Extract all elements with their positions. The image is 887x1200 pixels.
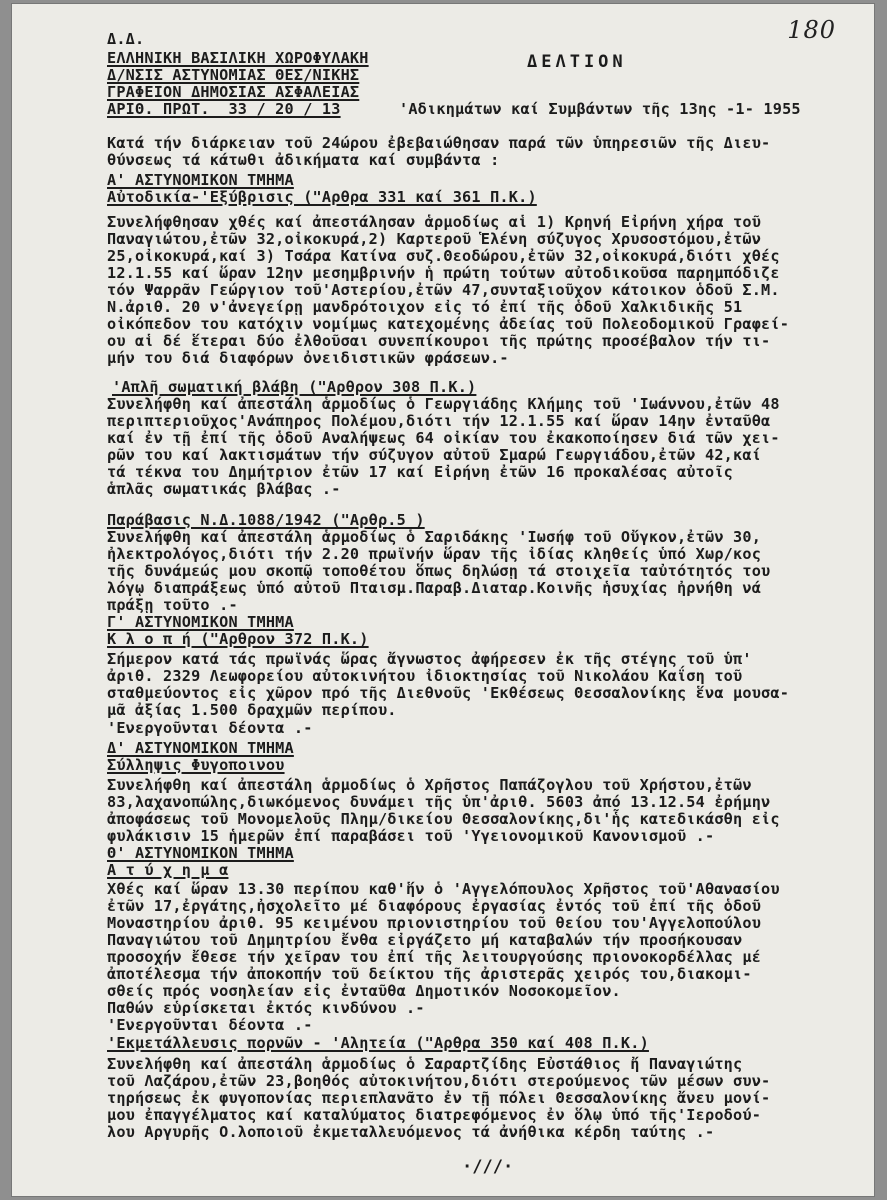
section-heading: Θ' ΑΣΤΥΝΟΜΙΚΟΝ ΤΜΗΜΑ bbox=[107, 844, 294, 862]
offence-heading: Σύλληψις Φυγοποινου bbox=[107, 756, 285, 774]
body-line: Χθές καί ὥραν 13.30 περίπου καθ'ἥν ὁ 'Αγγελόπουλος Χρῆστος τοῦ'Αθανασίου bbox=[107, 880, 780, 898]
document-title: ΔΕΛΤΙΟΝ bbox=[527, 52, 627, 72]
body-line: ἀποτέλεσμα τήν ἀποκοπήν τοῦ δείκτου τῆς ἀριστερᾶς χειρός του,διακομι- bbox=[107, 965, 752, 983]
body-line: ρῶν του καί λακτισμάτων τήν σύζυγον αὐτοῦ Σμαρώ Γεωργιάδου,ἐτῶν 42,καί bbox=[107, 446, 762, 464]
header-dd: Δ.Δ. bbox=[107, 30, 145, 48]
header-office: ΓΡΑΦΕΙΟΝ ΔΗΜΟΣΙΑΣ ΑΣΦΑΛΕΙΑΣ bbox=[107, 83, 360, 101]
body-line: τῆς δυνάμεώς μου σκοπῷ τοποθέτου ὅπως δηλώσῃ τά στοιχεῖα ταὐτότητός του bbox=[107, 562, 771, 580]
body-line: μήν του διά διαφόρων ὀνειδιστικῶν φράσεων.- bbox=[107, 349, 509, 367]
section-heading: Α' ΑΣΤΥΝΟΜΙΚΟΝ ΤΜΗΜΑ bbox=[107, 171, 294, 189]
body-line: 12.1.55 καί ὥραν 12ην μεσημβρινήν ἡ πρώτη τούτων αὐτοδικοῦσα παρημπόδιζε bbox=[107, 264, 780, 282]
body-line: λόγῳ διαπράξεως ὑπό αὐτοῦ Πταισμ.Παραβ.Διαταρ.Κοινῆς ἡσυχίας ἠρνήθη νά bbox=[107, 579, 762, 597]
body-line: ἠλεκτρολόγος,διότι τήν 2.20 πρωϊνήν ὥραν τῆς ἰδίας κληθείς ὑπό Χωρ/κος bbox=[107, 545, 762, 563]
body-line: φυλάκισιν 15 ἡμερῶν ἐπί παραβάσει τοῦ 'Υγειονομικοῦ Κανονισμοῦ .- bbox=[107, 827, 715, 845]
page-footer-mark: ·///· bbox=[462, 1157, 514, 1177]
body-line: Συνελήφθη καί ἀπεστάλη ἁρμοδίως ὁ Γεωργιάδης Κλήμης τοῦ 'Ιωάννου,ἐτῶν 48 bbox=[107, 395, 780, 413]
section-heading: Γ' ΑΣΤΥΝΟΜΙΚΟΝ ΤΜΗΜΑ bbox=[107, 613, 294, 631]
body-line: προσοχήν ἔθεσε τήν χεῖραν του ἐπί τῆς λειτουργούσης πριονοκορδέλλας μέ bbox=[107, 948, 762, 966]
body-line: περιπτεριοῦχος'Ανάπηρος Πολέμου,διότι τήν 12.1.55 καί ὥραν 14ην ἐνταῦθα bbox=[107, 412, 771, 430]
offence-heading: Αὐτοδικία-'Εξύβρισις ("Αρθρα 331 καί 361 Π.Κ.) bbox=[107, 188, 537, 206]
body-line: οἰκόπεδον του κατόχιν νομίμως κατεχομένης ἀδείας τοῦ Πολεοδομικοῦ Γραφεί- bbox=[107, 315, 790, 333]
body-line: Παθών εὑρίσκεται ἐκτός κινδύνου .- bbox=[107, 999, 425, 1017]
body-line: Παναγιώτου,ἐτῶν 32,οἰκοκυρά,2) Καρτεροῦ Ἑλένη σύζυγος Χρυσοστόμου,ἐτῶν bbox=[107, 230, 762, 248]
page-number: 180 bbox=[787, 16, 836, 44]
body-line: τοῦ Λαζάρου,ἐτῶν 23,βοηθός αὐτοκινήτου,διότι στερούμενος τῶν μέσων συν- bbox=[107, 1072, 771, 1090]
body-line: Συνελήφθη καί ἀπεστάλη ἁρμοδίως ὁ Σαραρτζίδης Εὐστάθιος ἤ Παναγιώτης bbox=[107, 1055, 743, 1073]
intro-line: θύνσεως τά κάτωθι ἀδικήματα καί συμβάντα : bbox=[107, 151, 500, 169]
section-heading: Δ' ΑΣΤΥΝΟΜΙΚΟΝ ΤΜΗΜΑ bbox=[107, 739, 294, 757]
body-line: 83,λαχανοπώλης,διωκόμενος δυνάμει τῆς ὑπ'ἀριθ. 5603 ἀπό 13.12.54 ἐρήμην bbox=[107, 793, 771, 811]
body-line: Μοναστηρίου ἀριθ. 95 κειμένου πριονιστηρίου τοῦ θείου του'Αγγελοπούλου bbox=[107, 914, 762, 932]
body-line: μᾶ ἀξίας 1.500 δραχμῶν περίπου. bbox=[107, 701, 397, 719]
body-line: τόν Ψαρρᾶν Γεώργιον τοῦ'Αστερίου,ἐτῶν 47,συνταξιοῦχον κάτοικον ὁδοῦ Σ.Μ. bbox=[107, 281, 780, 299]
intro-line: Κατά τήν διάρκειαν τοῦ 24ώρου ἐβεβαιώθησαν παρά τῶν ὑπηρεσιῶν τῆς Διευ- bbox=[107, 134, 771, 152]
body-line: μου ἐπαγγέλματος καί καταλύματος διατρεφόμενος ἐν ὅλῳ ὑπό τῆς'Ιεροδού- bbox=[107, 1106, 762, 1124]
body-line: Συνελήφθη καί ἀπεστάλη ἁρμοδίως ὁ Σαριδάκης 'Ιωσήφ τοῦ Οὔγκον,ἐτῶν 30, bbox=[107, 528, 762, 546]
document-page bbox=[12, 4, 874, 1196]
body-line: ου αἱ δέ ἕτεραι δύο ἐλθοῦσαι συνεπίκουροι τῆς πρώτης προσέβαλον τήν τι- bbox=[107, 332, 771, 350]
body-line: ἁπλᾶς σωματικάς βλάβας .- bbox=[107, 480, 341, 498]
body-line: Συνελήφθη καί ἀπεστάλη ἁρμοδίως ὁ Χρῆστος Παπάζογλου τοῦ Χρήστου,ἐτῶν bbox=[107, 776, 752, 794]
header-directorate: Δ/ΝΣΙΣ ΑΣΤΥΝΟΜΙΑΣ ΘΕΣ/ΝΙΚΗΣ bbox=[107, 66, 360, 84]
body-line: τά τέκνα του Δημήτριον ἐτῶν 17 καί Εἰρήνη ἐτῶν 16 προκαλέσας αὐτοῖς bbox=[107, 463, 734, 481]
body-line: 'Ενεργοῦνται δέοντα .- bbox=[107, 719, 313, 737]
offence-heading: 'Απλῆ σωματική βλάβη ("Αρθρον 308 Π.Κ.) bbox=[112, 378, 477, 396]
offence-heading: Κ λ ο π ή ("Αρθρον 372 Π.Κ.) bbox=[107, 630, 369, 648]
body-line: σταθμεύοντος εἰς χῶρον πρό τῆς Διεθνοῦς 'Εκθέσεως Θεσσαλονίκης ἕνα μουσα- bbox=[107, 684, 790, 702]
body-line: καί ἐν τῇ ἐπί τῆς ὁδοῦ Αναλήψεως 64 οἰκίαν του ἐκακοποίησεν διά τῶν χει- bbox=[107, 429, 780, 447]
body-line: λου Αργυρῆς Ο.λοποιοῦ ἐκμεταλλευόμενος τά ἀνήθικα κέρδη ταύτης .- bbox=[107, 1123, 715, 1141]
body-line: ἀποφάσεως τοῦ Μονομελοῦς Πλημ/δικείου Θεσσαλονίκης,δι'ἧς κατεδικάσθη εἰς bbox=[107, 810, 780, 828]
body-line: σθείς πρός νοσηλείαν εἰς ἐνταῦθα Δημοτικόν Νοσοκομεῖον. bbox=[107, 982, 621, 1000]
body-line: πράξῃ τοῦτο .- bbox=[107, 596, 238, 614]
header-protocol: ΑΡΙΘ. ΠΡΩΤ. 33 / 20 / 13 bbox=[107, 100, 341, 118]
body-line: 'Ενεργοῦνται δέοντα .- bbox=[107, 1016, 313, 1034]
body-line: Σήμερον κατά τάς πρωϊνάς ὥρας ἄγνωστος ἀφήρεσεν ἐκ τῆς στέγης τοῦ ὑπ' bbox=[107, 650, 752, 668]
offence-heading: 'Εκμετάλλευσις πορνῶν - 'Αλητεία ("Αρθρα 350 καί 408 Π.Κ.) bbox=[107, 1034, 649, 1052]
body-line: 25,οἰκοκυρά,καί 3) Τσάρα Κατίνα συζ.Θεοδώρου,ἐτῶν 32,οἰκοκυρά,διότι χθές bbox=[107, 247, 780, 265]
offence-heading: Α τ ύ χ η μ α bbox=[107, 861, 229, 879]
body-line: ἀριθ. 2329 Λεωφορείου αὐτοκινήτου ἰδιοκτησίας τοῦ Νικολάου Καΐση τοῦ bbox=[107, 667, 743, 685]
offence-heading: Παράβασις Ν.Δ.1088/1942 ("Αρθρ.5 ) bbox=[107, 511, 425, 529]
header-service: ΕΛΛΗΝΙΚΗ ΒΑΣΙΛΙΚΗ ΧΩΡΟΦΥΛΑΚΗ bbox=[107, 49, 369, 67]
body-line: Συνελήφθησαν χθές καί ἀπεστάλησαν ἁρμοδίως αἱ 1) Κρηνή Εἰρήνη χήρα τοῦ bbox=[107, 213, 762, 231]
body-line: Ν.ἀριθ. 20 ν'ἀνεγείρῃ μανδρότοιχον εἰς τό ἐπί τῆς ὁδοῦ Χαλκιδικῆς 51 bbox=[107, 298, 743, 316]
body-line: τηρήσεως ἐκ φυγοπονίας περιεπλανᾶτο ἐν τῇ πόλει Θεσσαλονίκης ἄνευ μονί- bbox=[107, 1089, 771, 1107]
document-subtitle: 'Αδικημάτων καί Συμβάντων τῆς 13ης -1- 1955 bbox=[399, 100, 801, 118]
body-line: Παναγιώτου τοῦ Δημητρίου ἔνθα εἰργάζετο μή καταβαλών τήν προσήκουσαν bbox=[107, 931, 743, 949]
body-line: ἐτῶν 17,ἐργάτης,ἠσχολεῖτο μέ διαφόρους ἐργασίας ἐντός τοῦ ἐπί τῆς ὁδοῦ bbox=[107, 897, 762, 915]
